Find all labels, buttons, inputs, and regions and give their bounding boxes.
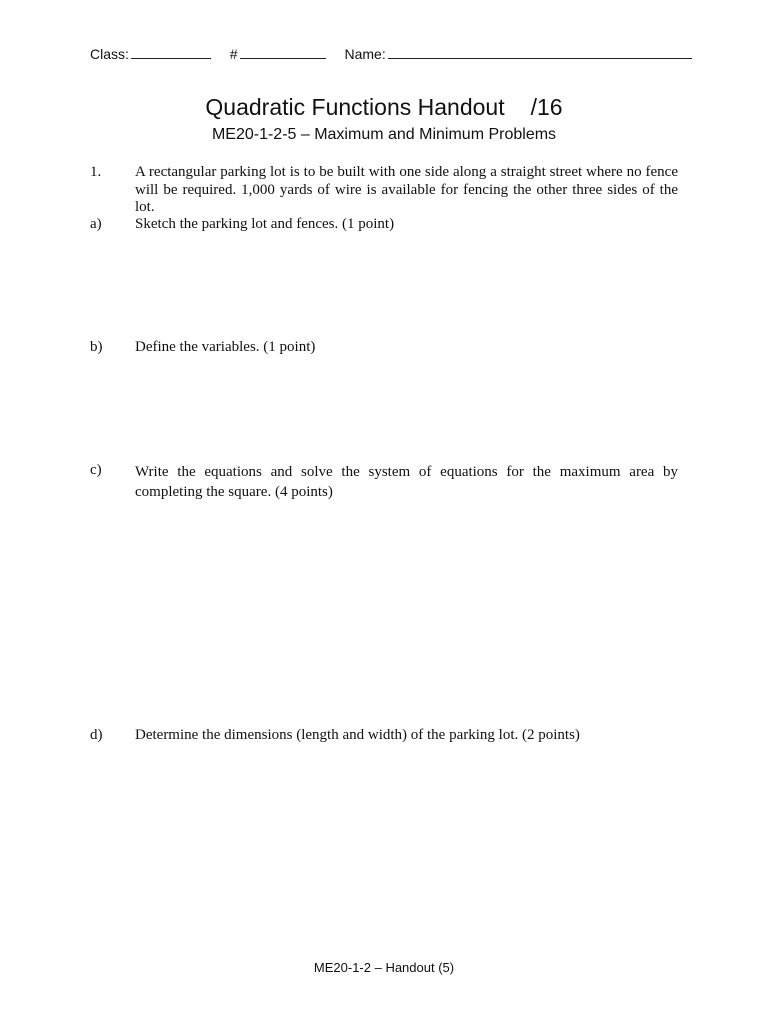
number-label: # (229, 46, 238, 62)
score-total: /16 (530, 94, 563, 120)
name-label: Name: (344, 46, 386, 62)
part-d-label: d) (90, 727, 103, 743)
student-info-line (90, 46, 680, 62)
title-text: Quadratic Functions Handout (205, 94, 505, 120)
page-title (0, 94, 768, 121)
part-d-text: Determine the dimensions (length and width) of the parking lot. (2 points) (135, 727, 580, 743)
part-c-label: c) (90, 462, 102, 478)
part-c-text: Write the equations and solve the system of equations for the maximum area by completing the square. (4 points) (135, 464, 678, 500)
number-blank[interactable] (240, 46, 326, 59)
part-a-label: a) (90, 216, 102, 232)
name-blank[interactable] (388, 46, 692, 59)
class-label: Class: (90, 46, 129, 62)
page-footer: ME20-1-2 – Handout (5) (313, 960, 455, 975)
part-a-text: Sketch the parking lot and fences. (1 point) (135, 216, 395, 232)
question-number: 1. (90, 164, 102, 180)
part-b-text: Define the variables. (1 point) (135, 339, 316, 355)
part-b-label: b) (90, 339, 103, 355)
question-text: A rectangular parking lot is to be built with one side along a straight street where no fence will be required. 1,000 yards of wire is available for fencing the other three sides of the lot. (135, 164, 678, 215)
page-subtitle: ME20-1-2-5 – Maximum and Minimum Problems (211, 126, 557, 143)
class-blank[interactable] (131, 46, 211, 59)
